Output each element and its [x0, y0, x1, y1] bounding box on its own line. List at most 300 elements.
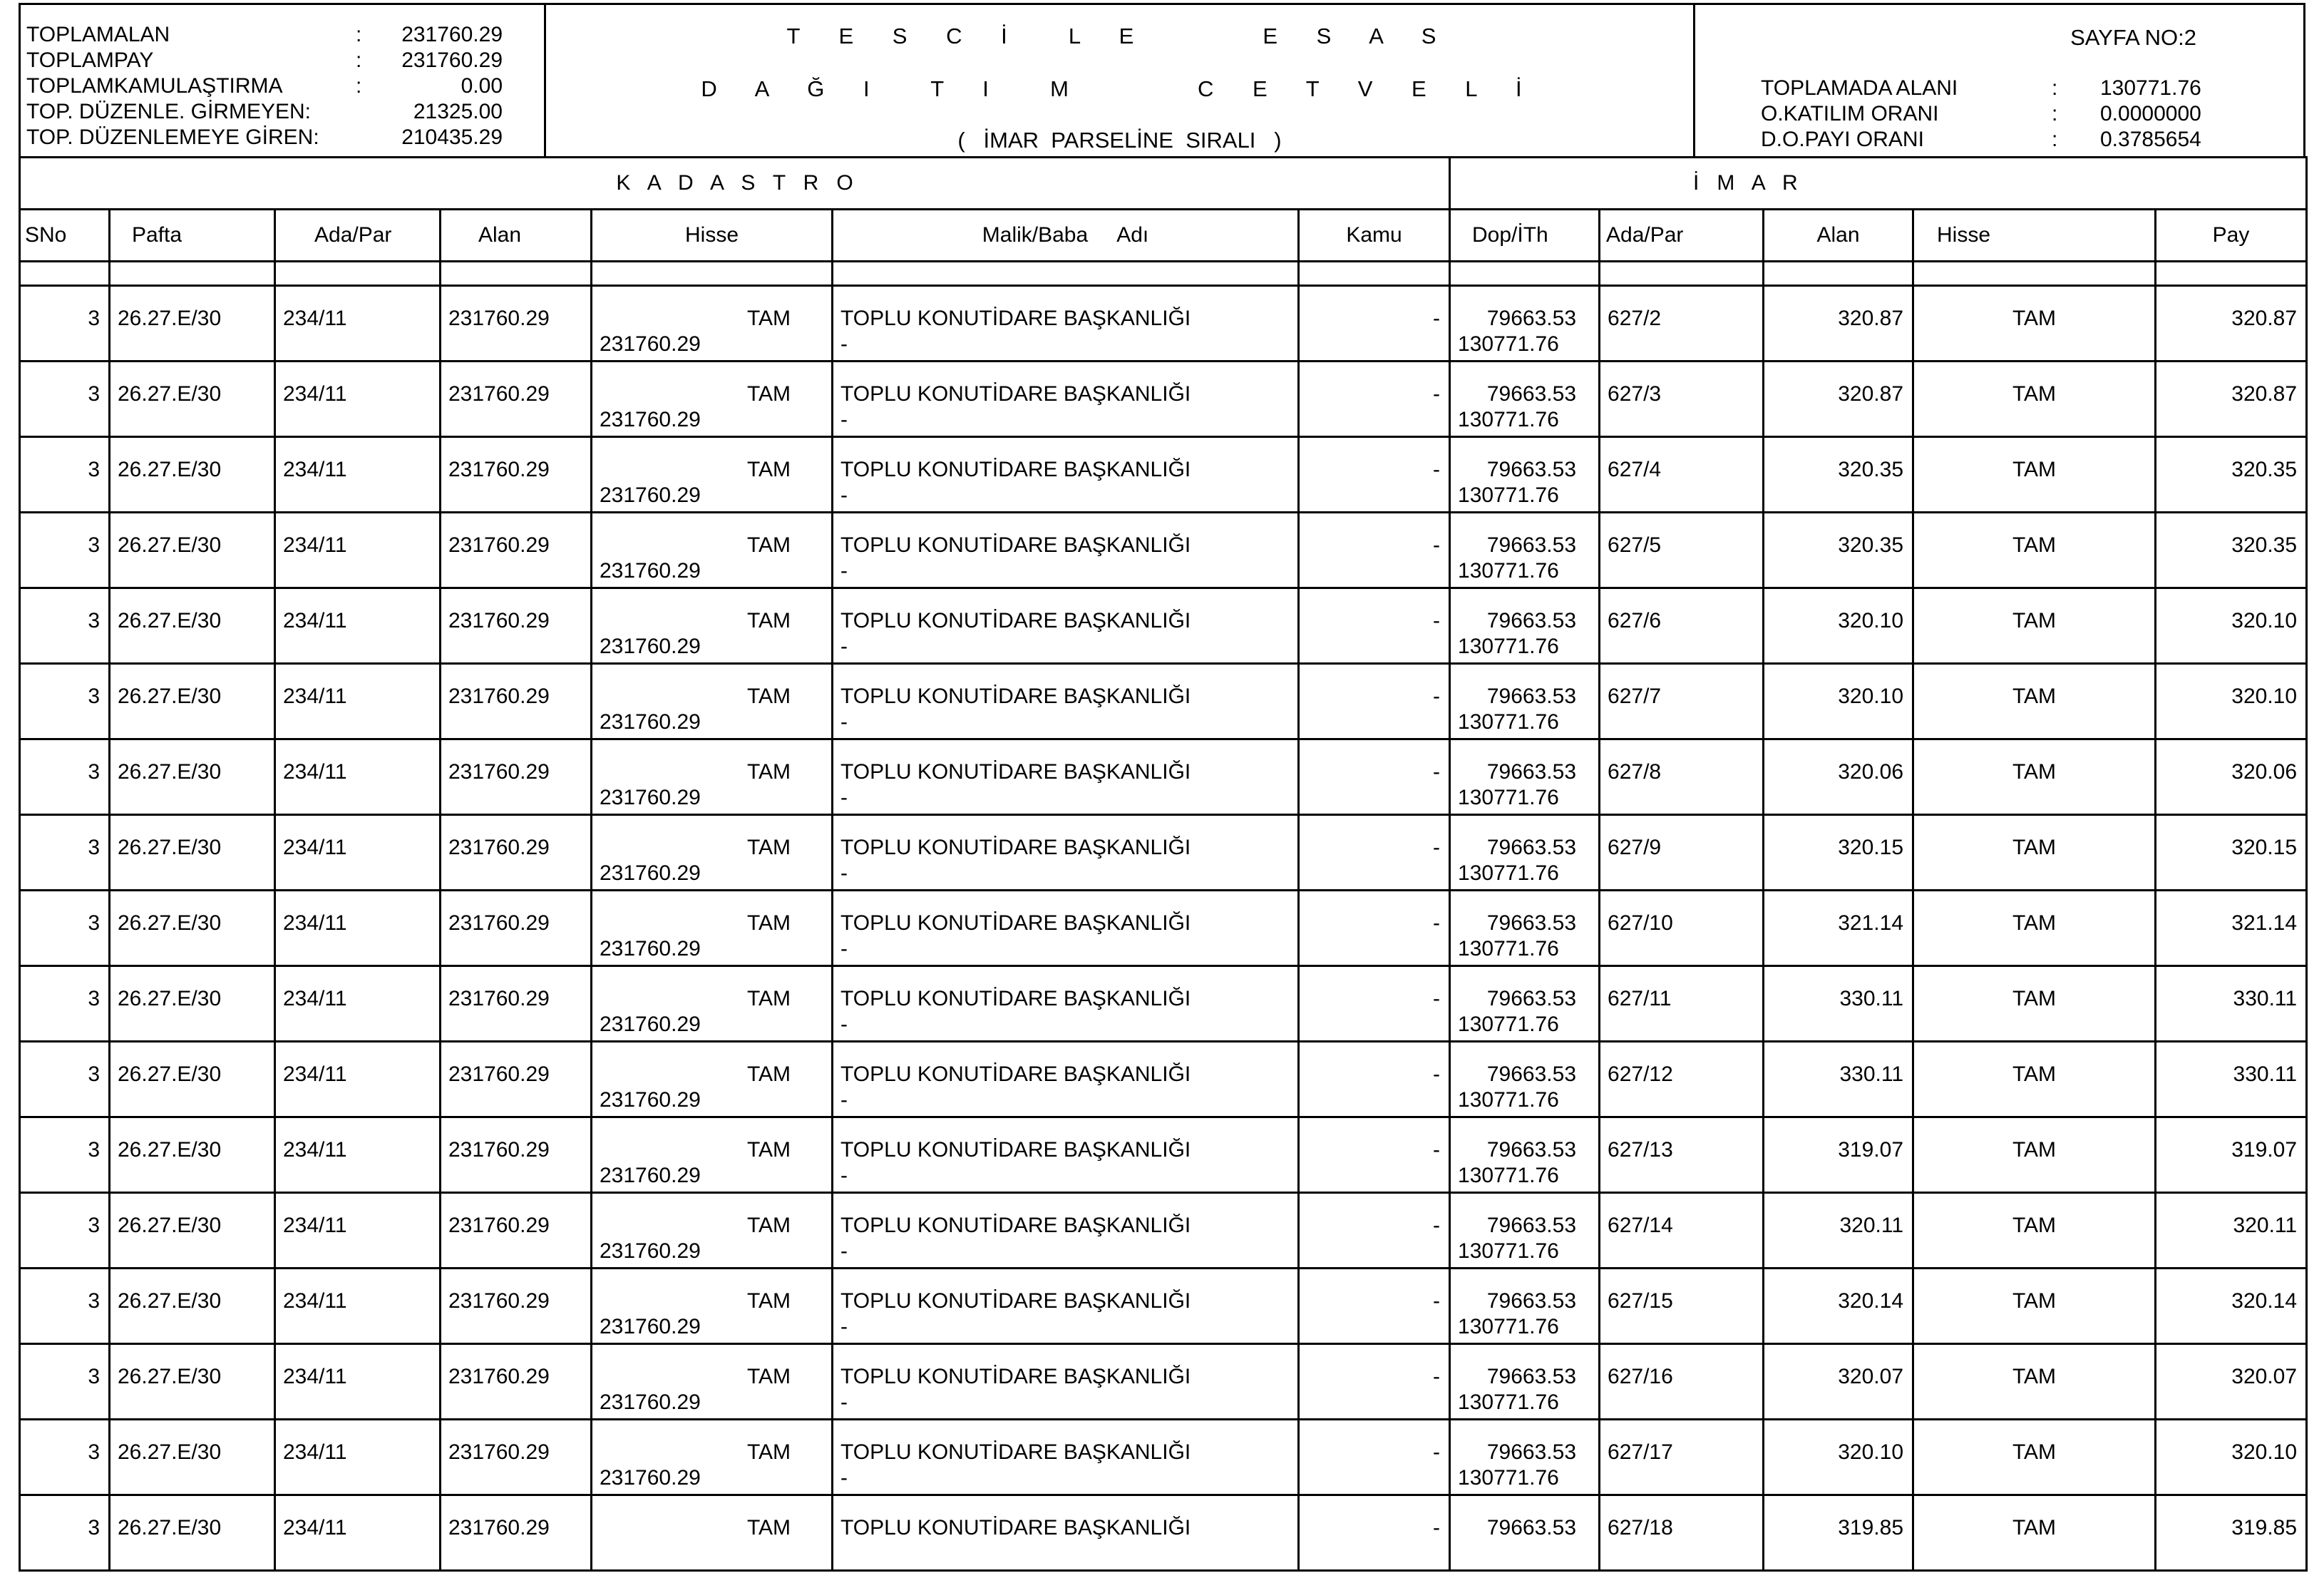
cell-imar-hisse: TAM [2012, 1440, 2057, 1464]
cell-imar-hisse: TAM [2012, 533, 2057, 557]
table-cell [2156, 664, 2307, 739]
cell-alan: 231760.29 [448, 1440, 550, 1464]
cell-pafta: 26.27.E/30 [118, 1440, 222, 1464]
cell-sno: 3 [88, 685, 100, 708]
cell-adapar: 234/11 [283, 307, 347, 330]
cell-pay: 320.87 [2231, 382, 2298, 406]
cell-malik: TOPLU KONUTİDARE BAŞKANLIĞI [840, 760, 1191, 784]
cell-hisse2: 231760.29 [600, 1466, 701, 1490]
table-cell [1450, 588, 1600, 664]
table-cell [1600, 891, 1764, 966]
col-kamu: Kamu [1299, 210, 1450, 262]
cell-imar-alan: 319.07 [1838, 1138, 1904, 1162]
table-row [20, 1495, 2307, 1571]
table-cell [592, 1042, 833, 1117]
table-cell [110, 286, 275, 362]
table-cell [833, 588, 1299, 664]
cell-alan: 231760.29 [448, 307, 550, 330]
table-cell [1600, 1344, 1764, 1420]
table-cell [1764, 588, 1913, 664]
table-cell [441, 1042, 592, 1117]
table-cell [110, 815, 275, 891]
cell-sno: 3 [88, 533, 100, 557]
table-cell [441, 966, 592, 1042]
table-cell [20, 739, 110, 815]
cell-imar-hisse: TAM [2012, 1365, 2057, 1388]
cell-hisse: TAM [746, 307, 791, 330]
cell-alan: 231760.29 [448, 458, 550, 481]
cell-pay: 319.85 [2231, 1516, 2298, 1540]
cell-hisse2: 231760.29 [600, 559, 701, 583]
info-row: O.KATILIM ORANI : 0.0000000 [1761, 102, 2201, 125]
cell-dop: 79663.53 [1486, 1289, 1577, 1313]
cell-kamu: - [1433, 1138, 1441, 1162]
table-cell [1764, 513, 1913, 588]
table-cell [1764, 437, 1913, 513]
cell-pafta: 26.27.E/30 [118, 1062, 222, 1086]
cell-hisse2: 231760.29 [600, 1164, 701, 1187]
cell-imar-adapar: 627/13 [1608, 1138, 1673, 1162]
table-cell [20, 362, 110, 437]
col-malik: Malik/Baba Adı [833, 210, 1299, 262]
cell-dop: 79663.53 [1486, 609, 1577, 632]
table-cell [441, 1193, 592, 1269]
cell-dop2: 130771.76 [1458, 559, 1559, 583]
table-cell [1600, 1117, 1764, 1193]
cell-hisse: TAM [746, 382, 791, 406]
table-cell [833, 815, 1299, 891]
page-info-block [1695, 5, 2303, 156]
table-cell [833, 286, 1299, 362]
cell-kamu: - [1433, 1214, 1441, 1237]
cell-kamu: - [1433, 1516, 1441, 1540]
cell-pafta: 26.27.E/30 [118, 533, 222, 557]
table-row [20, 739, 2307, 815]
cell-pay: 320.35 [2231, 458, 2298, 481]
cell-dop: 79663.53 [1486, 1138, 1577, 1162]
table-cell [833, 664, 1299, 739]
table-cell [110, 1117, 275, 1193]
cell-adapar: 234/11 [283, 685, 347, 708]
table-cell [1764, 664, 1913, 739]
table-cell [441, 588, 592, 664]
col-hisse: Hisse [592, 210, 833, 262]
table-cell [1913, 513, 2156, 588]
cell-imar-adapar: 627/4 [1608, 458, 1662, 481]
cell-pay: 320.10 [2231, 685, 2298, 708]
cell-hisse2: 231760.29 [600, 1013, 701, 1036]
table-cell [1299, 966, 1450, 1042]
cell-sno: 3 [88, 1289, 100, 1313]
table-cell [1600, 664, 1764, 739]
table-cell [441, 891, 592, 966]
cell-malik2: - [840, 635, 848, 658]
table-cell [1299, 664, 1450, 739]
cell-imar-alan: 320.35 [1838, 458, 1904, 481]
table-cell [20, 588, 110, 664]
cell-pafta: 26.27.E/30 [118, 987, 222, 1010]
cell-malik: TOPLU KONUTİDARE BAŞKANLIĞI [840, 1214, 1191, 1237]
table-cell [20, 966, 110, 1042]
cell-imar-hisse: TAM [2012, 1062, 2057, 1086]
table-cell [1600, 1193, 1764, 1269]
title-block [546, 5, 1695, 156]
cell-imar-alan: 320.35 [1838, 533, 1904, 557]
cell-sno: 3 [88, 609, 100, 632]
cell-malik2: - [840, 483, 848, 507]
table-cell [592, 815, 833, 891]
table-cell [275, 588, 441, 664]
table-cell [1600, 362, 1764, 437]
table-row [20, 588, 2307, 664]
cell-hisse2: 231760.29 [600, 1390, 701, 1414]
cell-hisse: TAM [746, 987, 791, 1010]
table-cell [1299, 739, 1450, 815]
table-cell [1913, 739, 2156, 815]
table-cell [1450, 362, 1600, 437]
table-cell [2156, 1117, 2307, 1193]
spacer-row [20, 262, 2307, 286]
cell-adapar: 234/11 [283, 760, 347, 784]
cell-imar-hisse: TAM [2012, 987, 2057, 1010]
table-cell [1450, 1193, 1600, 1269]
table-cell [1764, 1495, 1913, 1571]
table-cell [1913, 1420, 2156, 1495]
cell-malik2: - [840, 1013, 848, 1036]
cell-hisse: TAM [746, 685, 791, 708]
table-cell [110, 437, 275, 513]
cell-dop2: 130771.76 [1458, 635, 1559, 658]
col-adapar: Ada/Par [275, 210, 441, 262]
table-cell [1913, 1495, 2156, 1571]
table-cell [1299, 815, 1450, 891]
cell-imar-alan: 320.87 [1838, 307, 1904, 330]
table-cell [110, 1193, 275, 1269]
cell-pafta: 26.27.E/30 [118, 685, 222, 708]
cell-kamu: - [1433, 1062, 1441, 1086]
table-cell [275, 1117, 441, 1193]
table-cell [592, 1495, 833, 1571]
table-cell [833, 1495, 1299, 1571]
table-row [20, 286, 2307, 362]
table-cell [1913, 1193, 2156, 1269]
col-imar-alan: Alan [1764, 210, 1913, 262]
cell-imar-adapar: 627/8 [1608, 760, 1662, 784]
cell-imar-hisse: TAM [2012, 911, 2057, 935]
table-cell [110, 739, 275, 815]
table-cell [2156, 815, 2307, 891]
cell-pay: 320.87 [2231, 307, 2298, 330]
cell-pafta: 26.27.E/30 [118, 1214, 222, 1237]
distribution-table [19, 156, 2308, 1572]
table-cell [1600, 1042, 1764, 1117]
cell-sno: 3 [88, 1365, 100, 1388]
cell-imar-alan: 320.87 [1838, 382, 1904, 406]
table-cell [1299, 1420, 1450, 1495]
table-cell [441, 513, 592, 588]
cell-malik2: - [840, 559, 848, 583]
table-cell [110, 362, 275, 437]
cell-kamu: - [1433, 836, 1441, 859]
cell-hisse2: 231760.29 [600, 786, 701, 809]
cell-imar-adapar: 627/2 [1608, 307, 1662, 330]
table-cell [833, 1042, 1299, 1117]
table-row [20, 1344, 2307, 1420]
info-row: TOPLAMADA ALANI : 130771.76 [1761, 76, 2201, 100]
table-cell [110, 891, 275, 966]
cell-pay: 319.07 [2231, 1138, 2298, 1162]
cell-adapar: 234/11 [283, 1365, 347, 1388]
summary-row: TOPLAMKAMULAŞTIRMA : 0.00 [26, 74, 503, 98]
cell-malik2: - [840, 332, 848, 356]
cell-dop2: 130771.76 [1458, 408, 1559, 431]
cell-malik2: - [840, 1088, 848, 1112]
cell-adapar: 234/11 [283, 836, 347, 859]
cell-imar-adapar: 627/3 [1608, 382, 1662, 406]
table-cell [1913, 362, 2156, 437]
cell-alan: 231760.29 [448, 382, 550, 406]
table-cell [1600, 588, 1764, 664]
cell-dop: 79663.53 [1486, 382, 1577, 406]
cell-pafta: 26.27.E/30 [118, 1516, 222, 1540]
table-cell [110, 1269, 275, 1344]
cell-sno: 3 [88, 911, 100, 935]
cell-adapar: 234/11 [283, 1214, 347, 1237]
table-cell [275, 739, 441, 815]
table-cell [1600, 1420, 1764, 1495]
distribution-sheet [19, 3, 2305, 1580]
cell-hisse: TAM [746, 836, 791, 859]
table-cell [592, 1344, 833, 1420]
cell-imar-adapar: 627/10 [1608, 911, 1673, 935]
table-cell [2156, 1420, 2307, 1495]
table-cell [1450, 815, 1600, 891]
table-cell [20, 286, 110, 362]
col-dop: Dop/İTh [1450, 210, 1600, 262]
title-line-3: ( İMAR PARSELİNE SIRALI ) [957, 128, 1282, 153]
cell-pafta: 26.27.E/30 [118, 458, 222, 481]
table-cell [2156, 739, 2307, 815]
cell-sno: 3 [88, 1062, 100, 1086]
cell-alan: 231760.29 [448, 1365, 550, 1388]
table-cell [110, 588, 275, 664]
table-cell [2156, 1193, 2307, 1269]
table-cell [1600, 966, 1764, 1042]
table-cell [592, 513, 833, 588]
table-cell [110, 966, 275, 1042]
cell-imar-hisse: TAM [2012, 1289, 2057, 1313]
table-cell [1600, 286, 1764, 362]
table-body [20, 286, 2307, 1571]
table-cell [1764, 815, 1913, 891]
cell-sno: 3 [88, 1440, 100, 1464]
summary-block [21, 5, 546, 156]
table-cell [1299, 1495, 1450, 1571]
cell-dop2: 130771.76 [1458, 861, 1559, 885]
cell-imar-alan: 320.07 [1838, 1365, 1904, 1388]
table-cell [592, 891, 833, 966]
table-cell [20, 664, 110, 739]
table-cell [833, 1420, 1299, 1495]
table-cell [1764, 286, 1913, 362]
cell-imar-alan: 320.10 [1838, 685, 1904, 708]
cell-malik: TOPLU KONUTİDARE BAŞKANLIĞI [840, 458, 1191, 481]
table-cell [1450, 1042, 1600, 1117]
cell-dop: 79663.53 [1486, 760, 1577, 784]
table-cell [1299, 588, 1450, 664]
cell-dop2: 130771.76 [1458, 1088, 1559, 1112]
table-row [20, 664, 2307, 739]
table-cell [1450, 286, 1600, 362]
cell-pay: 320.11 [2233, 1214, 2298, 1237]
cell-hisse2: 231760.29 [600, 1239, 701, 1263]
cell-pafta: 26.27.E/30 [118, 609, 222, 632]
table-cell [275, 664, 441, 739]
table-cell [441, 1344, 592, 1420]
cell-adapar: 234/11 [283, 458, 347, 481]
table-cell [2156, 966, 2307, 1042]
cell-sno: 3 [88, 836, 100, 859]
cell-malik2: - [840, 1390, 848, 1414]
table-cell [110, 513, 275, 588]
table-cell [1450, 1117, 1600, 1193]
cell-pafta: 26.27.E/30 [118, 1289, 222, 1313]
table-cell [592, 588, 833, 664]
cell-malik: TOPLU KONUTİDARE BAŞKANLIĞI [840, 533, 1191, 557]
table-row [20, 1420, 2307, 1495]
cell-adapar: 234/11 [283, 987, 347, 1010]
table-cell [592, 1193, 833, 1269]
table-row [20, 437, 2307, 513]
table-cell [110, 1495, 275, 1571]
cell-dop2: 130771.76 [1458, 786, 1559, 809]
table-cell [441, 286, 592, 362]
cell-malik: TOPLU KONUTİDARE BAŞKANLIĞI [840, 1516, 1191, 1540]
cell-dop: 79663.53 [1486, 533, 1577, 557]
table-cell [20, 815, 110, 891]
table-row [20, 815, 2307, 891]
cell-imar-adapar: 627/18 [1608, 1516, 1673, 1540]
table-cell [110, 1042, 275, 1117]
table-cell [1764, 966, 1913, 1042]
table-cell [20, 1495, 110, 1571]
table-cell [275, 1420, 441, 1495]
cell-imar-hisse: TAM [2012, 1138, 2057, 1162]
cell-imar-hisse: TAM [2012, 685, 2057, 708]
table-row [20, 362, 2307, 437]
table-cell [20, 1344, 110, 1420]
cell-dop2: 130771.76 [1458, 1390, 1559, 1414]
table-cell [2156, 286, 2307, 362]
cell-pay: 320.06 [2231, 760, 2298, 784]
table-cell [20, 437, 110, 513]
table-cell [1600, 437, 1764, 513]
cell-malik: TOPLU KONUTİDARE BAŞKANLIĞI [840, 1289, 1191, 1313]
cell-hisse2: 231760.29 [600, 483, 701, 507]
table-cell [2156, 1269, 2307, 1344]
cell-hisse: TAM [746, 1138, 791, 1162]
cell-sno: 3 [88, 382, 100, 406]
cell-dop2: 130771.76 [1458, 710, 1559, 734]
cell-alan: 231760.29 [448, 911, 550, 935]
table-cell [275, 815, 441, 891]
cell-sno: 3 [88, 987, 100, 1010]
col-pay: Pay [2156, 210, 2307, 262]
cell-imar-adapar: 627/12 [1608, 1062, 1673, 1086]
table-cell [592, 966, 833, 1042]
cell-hisse2: 231760.29 [600, 1315, 701, 1338]
cell-hisse: TAM [746, 1365, 791, 1388]
cell-alan: 231760.29 [448, 1516, 550, 1540]
table-cell [441, 1495, 592, 1571]
cell-alan: 231760.29 [448, 1138, 550, 1162]
cell-kamu: - [1433, 382, 1441, 406]
cell-sno: 3 [88, 1138, 100, 1162]
table-cell [833, 362, 1299, 437]
cell-malik: TOPLU KONUTİDARE BAŞKANLIĞI [840, 1138, 1191, 1162]
table-cell [1913, 286, 2156, 362]
table-cell [1450, 1495, 1600, 1571]
cell-imar-hisse: TAM [2012, 307, 2057, 330]
summary-row: TOP. DÜZENLEMEYE GİREN: 210435.29 [26, 125, 503, 149]
cell-imar-alan: 320.06 [1838, 760, 1904, 784]
cell-kamu: - [1433, 1440, 1441, 1464]
cell-kamu: - [1433, 685, 1441, 708]
table-cell [275, 1042, 441, 1117]
cell-malik2: - [840, 1164, 848, 1187]
cell-kamu: - [1433, 307, 1441, 330]
table-cell [2156, 362, 2307, 437]
table-cell [441, 362, 592, 437]
table-cell [2156, 1344, 2307, 1420]
table-cell [1764, 1193, 1913, 1269]
table-cell [275, 513, 441, 588]
table-cell [275, 362, 441, 437]
table-cell [1299, 1269, 1450, 1344]
table-cell [20, 891, 110, 966]
cell-imar-alan: 330.11 [1839, 987, 1904, 1010]
table-cell [1600, 513, 1764, 588]
table-cell [110, 664, 275, 739]
cell-imar-alan: 319.85 [1838, 1516, 1904, 1540]
summary-row: TOPLAMPAY : 231760.29 [26, 48, 503, 72]
table-cell [592, 1269, 833, 1344]
cell-alan: 231760.29 [448, 760, 550, 784]
table-cell [110, 1420, 275, 1495]
cell-kamu: - [1433, 458, 1441, 481]
table-cell [1913, 1269, 2156, 1344]
table-cell [592, 437, 833, 513]
page-number: SAYFA NO:2 [2070, 25, 2196, 50]
table-cell [1913, 437, 2156, 513]
cell-malik: TOPLU KONUTİDARE BAŞKANLIĞI [840, 382, 1191, 406]
cell-sno: 3 [88, 1516, 100, 1540]
table-cell [592, 362, 833, 437]
table-cell [1299, 1042, 1450, 1117]
cell-alan: 231760.29 [448, 987, 550, 1010]
cell-alan: 231760.29 [448, 836, 550, 859]
cell-malik: TOPLU KONUTİDARE BAŞKANLIĞI [840, 1062, 1191, 1086]
table-cell [2156, 513, 2307, 588]
table-cell [441, 437, 592, 513]
cell-imar-alan: 320.10 [1838, 609, 1904, 632]
cell-malik2: - [840, 1239, 848, 1263]
table-cell [2156, 891, 2307, 966]
table-row [20, 1042, 2307, 1117]
cell-dop: 79663.53 [1486, 1365, 1577, 1388]
cell-hisse2: 231760.29 [600, 937, 701, 960]
table-cell [592, 1117, 833, 1193]
